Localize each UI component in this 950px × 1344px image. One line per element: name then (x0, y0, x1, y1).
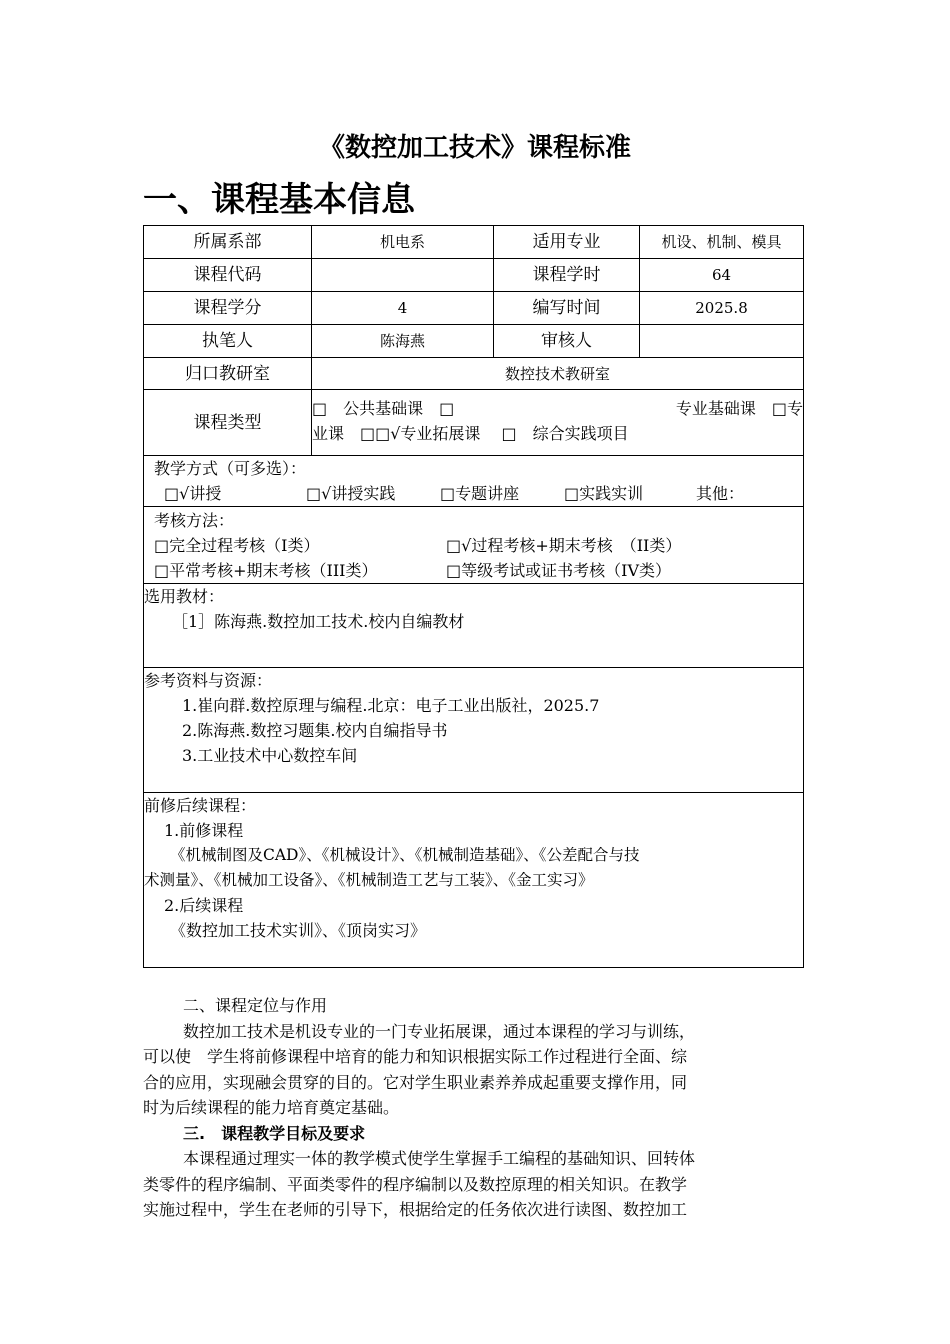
table-row (144, 584, 804, 668)
followup-courses: 《数控加工技术实训》、《顶岗实习》 (170, 921, 427, 940)
label-written-date: 编写时间 (494, 292, 640, 325)
value-course-hours: 64 (640, 259, 804, 292)
value-major: 机设、机制、模具 (640, 226, 804, 259)
course-type-line2: 业课 □□√专业拓展课 □ 综合实践项目 (312, 424, 629, 443)
value-teaching-office: 数控技术教研室 (312, 358, 804, 390)
paragraph-line: 合的应用，实现融会贯穿的目的。它对学生职业素养养成起重要支撑作用，同 (143, 1072, 688, 1092)
textbook-title: 选用教材： (144, 587, 225, 606)
label-credits: 课程学分 (144, 292, 312, 325)
references-block (144, 668, 804, 793)
reference-item: 2.陈海燕.数控习题集.校内自编指导书 (182, 721, 448, 740)
table-row (144, 292, 804, 325)
value-course-code (312, 259, 494, 292)
teaching-methods-title: 教学方式（可多选）： (154, 459, 307, 478)
value-author: 陈海燕 (312, 325, 494, 358)
teaching-methods-block (144, 456, 804, 507)
table-row (144, 456, 804, 507)
prereq-courses-line2: 术测量》、《机械加工设备》、《机械制造工艺与工装》、《金工实习》 (144, 871, 594, 889)
value-department: 机电系 (312, 226, 494, 259)
section-heading-basic-info: 一、课程基本信息 (143, 180, 415, 220)
assess-option-4: □等级考试或证书考核（IV类） (446, 561, 671, 580)
paragraph-line: 实施过程中，学生在老师的引导下，根据给定的任务依次进行读图、数控加工 (143, 1200, 688, 1219)
teach-option-seminar: □专题讲座 (440, 484, 520, 503)
assessment-block (144, 507, 804, 584)
paragraph-line: 时为后续课程的能力培育奠定基础。 (143, 1098, 400, 1117)
label-department: 所属系部 (144, 226, 312, 259)
value-reviewer (640, 325, 804, 358)
assessment-title: 考核方法： (154, 511, 235, 530)
teach-option-training: □实践实训 (564, 484, 644, 503)
document-title: 《数控加工技术》课程标准 (318, 133, 631, 163)
table-row (144, 325, 804, 358)
reference-item: 3.工业技术中心数控车间 (182, 746, 358, 765)
teach-option-lecture: □√讲授 (164, 484, 222, 503)
paragraph-line: 可以使 学生将前修课程中培育的能力和知识根据实际工作过程进行全面、综 (143, 1047, 688, 1066)
label-course-code: 课程代码 (144, 259, 312, 292)
assess-option-2: □√过程考核+期末考核 （II类） (446, 536, 682, 555)
section-positioning (143, 993, 803, 1223)
references-title: 参考资料与资源： (144, 671, 273, 690)
prerequisite-block (144, 793, 804, 968)
section-heading-positioning: 二、课程定位与作用 (183, 996, 328, 1015)
table-row (144, 259, 804, 292)
assess-option-3: □平常考核+期末考核（III类） (154, 561, 378, 580)
label-teaching-office: 归口教研室 (144, 358, 312, 390)
course-type-options (312, 390, 804, 456)
prereq-courses-line1: 《机械制图及CAD》、《机械设计》、《机械制造基础》、《公差配合与技 (170, 846, 640, 864)
followup-subheading: 2.后续课程 (164, 896, 244, 915)
paragraph-line: 本课程通过理实一体的教学模式使学生掌握手工编程的基础知识、回转体 (183, 1149, 696, 1168)
section-heading-objectives: 三. 课程教学目标及要求 (183, 1123, 366, 1143)
table-row (144, 793, 804, 968)
value-written-date: 2025.8 (640, 292, 804, 325)
label-major: 适用专业 (494, 226, 640, 259)
table-row (144, 507, 804, 584)
prerequisite-title: 前修后续课程： (144, 796, 257, 815)
table-row (144, 226, 804, 259)
table-row (144, 358, 804, 390)
teach-option-lecture-practice: □√讲授实践 (306, 484, 396, 503)
assess-option-1: □完全过程考核（I类） (154, 536, 320, 555)
value-credits: 4 (312, 292, 494, 325)
textbook-item: ［1］陈海燕.数控加工技术.校内自编教材 (172, 612, 465, 631)
course-info-table (143, 225, 804, 968)
label-course-type: 课程类型 (144, 390, 312, 456)
teach-option-other: 其他： (696, 484, 745, 503)
label-author: 执笔人 (144, 325, 312, 358)
table-row (144, 668, 804, 793)
prereq-subheading: 1.前修课程 (164, 821, 244, 840)
paragraph-line: 数控加工技术是机设专业的一门专业拓展课，通过本课程的学习与训练， (183, 1021, 696, 1041)
label-course-hours: 课程学时 (494, 259, 640, 292)
paragraph-line: 类零件的程序编制、平面类零件的程序编制以及数控原理的相关知识。在教学 (143, 1174, 688, 1194)
textbook-block (144, 584, 804, 668)
label-reviewer: 审核人 (494, 325, 640, 358)
table-row (144, 390, 804, 456)
reference-item: 1.崔向群.数控原理与编程.北京：电子工业出版社，2025.7 (182, 696, 600, 715)
course-type-line1b: 专业基础课 □专 (675, 399, 803, 418)
course-type-line1a: □ 公共基础课 □ (312, 399, 455, 418)
